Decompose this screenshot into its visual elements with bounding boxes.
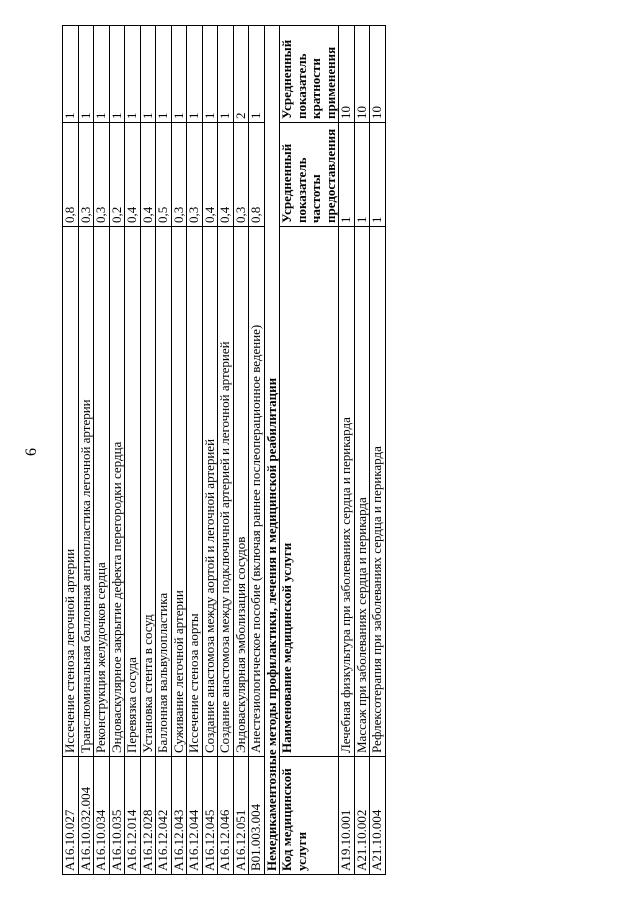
cell-frequency: 1 [354, 123, 370, 227]
table-row [354, 26, 370, 875]
cell-multiplicity: 10 [354, 26, 370, 123]
cell-code: A16.12.043 [171, 757, 187, 875]
cell-frequency: 0,4 [125, 123, 141, 227]
cell-code: A16.10.034 [94, 757, 110, 875]
cell-frequency: 1 [370, 123, 386, 227]
cell-name: Баллонная вальвулопластика [156, 227, 172, 757]
cell-frequency: 0,8 [63, 123, 79, 227]
cell-code: A21.10.002 [354, 757, 370, 875]
table-section [264, 26, 339, 875]
table-row [156, 26, 172, 875]
table-row [202, 26, 218, 875]
cell-multiplicity: 10 [339, 26, 355, 123]
rotated-table-container [62, 26, 486, 875]
table-row [171, 26, 187, 875]
cell-frequency: 0,4 [218, 123, 234, 227]
header-name: Наименование медицинской услуги [280, 227, 339, 757]
cell-multiplicity: 1 [202, 26, 218, 123]
cell-name: Эндоваскулярная эмболизация сосудов [233, 227, 249, 757]
cell-frequency: 1 [339, 123, 355, 227]
table-row [233, 26, 249, 875]
cell-multiplicity: 1 [63, 26, 79, 123]
cell-code: A16.12.014 [125, 757, 141, 875]
cell-code: A16.10.027 [63, 757, 79, 875]
cell-frequency: 0,3 [233, 123, 249, 227]
cell-frequency: 0,8 [249, 123, 265, 227]
cell-name: Реконструкция желудочков сердца [94, 227, 110, 757]
cell-name: Суживание легочной артерии [171, 227, 187, 757]
cell-name: Транслюминальная баллонная ангиопластика легочной артерии [78, 227, 94, 757]
cell-frequency: 0,2 [109, 123, 125, 227]
cell-multiplicity: 1 [218, 26, 234, 123]
cell-multiplicity: 1 [187, 26, 203, 123]
cell-name: Анестезиологическое пособие (включая раннее послеоперационное ведение) [249, 227, 265, 757]
cell-frequency: 0,5 [156, 123, 172, 227]
cell-frequency: 0,4 [140, 123, 156, 227]
cell-multiplicity: 10 [370, 26, 386, 123]
cell-multiplicity: 1 [125, 26, 141, 123]
table-row [140, 26, 156, 875]
cell-code: A16.12.045 [202, 757, 218, 875]
cell-name: Создание анастомоза между аортой и легочной артерией [202, 227, 218, 757]
cell-frequency: 0,4 [202, 123, 218, 227]
table-row [109, 26, 125, 875]
page-number: 6 [23, 448, 40, 456]
table-row [78, 26, 94, 875]
cell-frequency: 0,3 [78, 123, 94, 227]
cell-multiplicity: 1 [171, 26, 187, 123]
cell-code: A16.12.028 [140, 757, 156, 875]
table-row [339, 26, 355, 875]
table-row [249, 26, 265, 875]
cell-code: B01.003.004 [249, 757, 265, 875]
table-row [125, 26, 141, 875]
cell-code: A16.10.032.004 [78, 757, 94, 875]
cell-multiplicity: 2 [233, 26, 249, 123]
section-title: Немедикаментозные методы профилактики, лечения и медицинской реабилитации [264, 26, 280, 875]
cell-name: Перевязка сосуда [125, 227, 141, 757]
header-code: Код медицинской услуги [280, 757, 339, 875]
table-row [63, 26, 79, 875]
header-row [280, 26, 339, 875]
services-table [62, 25, 386, 875]
cell-code: A16.12.044 [187, 757, 203, 875]
cell-multiplicity: 1 [140, 26, 156, 123]
cell-frequency: 0,3 [187, 123, 203, 227]
cell-code: A21.10.004 [370, 757, 386, 875]
table-row [187, 26, 203, 875]
cell-multiplicity: 1 [78, 26, 94, 123]
cell-multiplicity: 1 [249, 26, 265, 123]
cell-code: A19.10.001 [339, 757, 355, 875]
cell-name: Иссечение стеноза легочной артерии [63, 227, 79, 757]
cell-name: Лечебная физкультура при заболеваниях сердца и перикарда [339, 227, 355, 757]
cell-multiplicity: 1 [109, 26, 125, 123]
cell-name: Иссечение стеноза аорты [187, 227, 203, 757]
table-body-top [63, 26, 265, 875]
table-row [94, 26, 110, 875]
table-row [370, 26, 386, 875]
cell-code: A16.12.051 [233, 757, 249, 875]
cell-code: A16.10.035 [109, 757, 125, 875]
table-row [218, 26, 234, 875]
cell-code: A16.12.046 [218, 757, 234, 875]
cell-name: Рефлексотерапия при заболеваниях сердца и перикарда [370, 227, 386, 757]
cell-code: A16.12.042 [156, 757, 172, 875]
cell-frequency: 0,3 [171, 123, 187, 227]
section-row [264, 26, 280, 875]
cell-multiplicity: 1 [94, 26, 110, 123]
table-body-bottom [339, 26, 386, 875]
cell-name: Массаж при заболеваниях сердца и перикарда [354, 227, 370, 757]
cell-frequency: 0,3 [94, 123, 110, 227]
header-multiplicity: Усредненный показатель кратности применения [280, 26, 339, 123]
cell-name: Эндоваскулярное закрытие дефекта перегородки сердца [109, 227, 125, 757]
cell-multiplicity: 1 [156, 26, 172, 123]
cell-name: Создание анастомоза между подключичной артерией и легочной артерией [218, 227, 234, 757]
cell-name: Установка стента в сосуд [140, 227, 156, 757]
header-frequency: Усредненный показатель частоты предоставления [280, 123, 339, 227]
